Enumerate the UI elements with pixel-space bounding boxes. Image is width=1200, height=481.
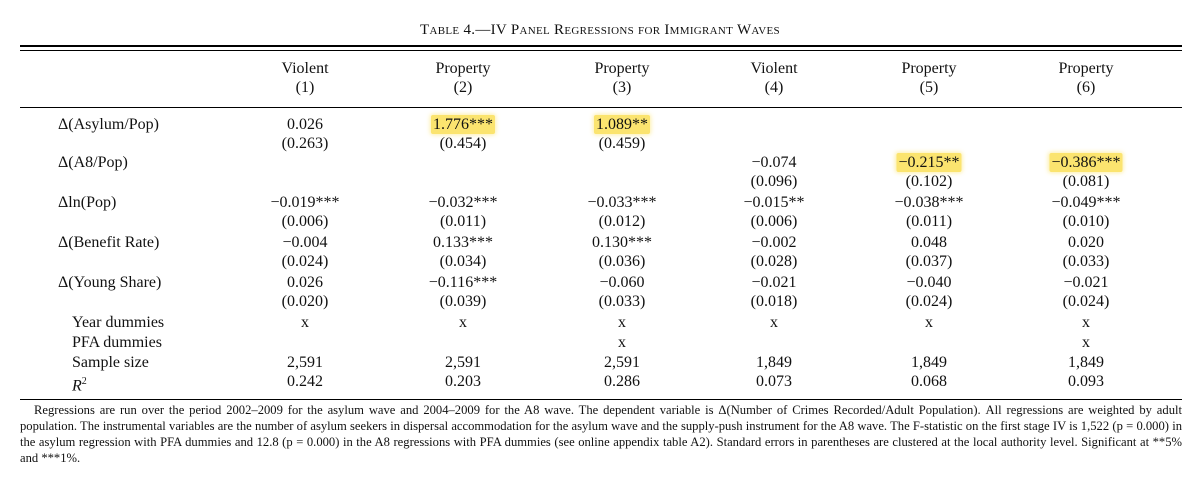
column-header-number: (5) xyxy=(919,79,939,96)
column-header-name: Property xyxy=(594,60,650,77)
header-rule xyxy=(20,107,1182,108)
top-rule-thin xyxy=(20,50,1182,51)
column-header-name: Property xyxy=(901,60,957,77)
column-header-name: Property xyxy=(435,60,491,77)
stat-label: Sample size xyxy=(72,354,149,371)
row-label: Δ(Asylum/Pop) xyxy=(58,116,159,133)
row-label: Δ(A8/Pop) xyxy=(58,154,128,171)
stat-label: Year dummies xyxy=(72,314,165,331)
row-label: Δ(Young Share) xyxy=(58,274,162,291)
column-header-name: Violent xyxy=(281,60,329,77)
row-label: Δln(Pop) xyxy=(58,194,117,211)
column-header-number: (3) xyxy=(612,79,632,96)
bottom-rule xyxy=(20,399,1182,400)
column-header-number: (4) xyxy=(764,79,784,96)
table-notes: Regressions are run over the period 2002–2009 for the asylum wave and 2004–2009 for the A8 wave. The dependent variable is Δ(Number of Crimes Recorded/Adult Population). All regressions are weighted by adult population. The instrumental variables are the number of asylum seekers in dispersal accommodation for the asylum wave and the supply-push instrument for the A8 wave. The F-statistic on the first stage IV is 1,522 (p = 0.000) in the asylum regression with PFA dummies and 12.8 (p = 0.000) in the A8 regressions with PFA dummies (see online appendix table A2). Standard errors in parentheses are clustered at the local authority level. Significant at **5% and ***1%. xyxy=(20,403,1182,465)
stat-label: PFA dummies xyxy=(72,334,162,351)
column-header-number: (1) xyxy=(295,79,315,96)
column-header-name: Violent xyxy=(750,60,798,77)
row-label: Δ(Benefit Rate) xyxy=(58,234,160,251)
column-header-number: (2) xyxy=(453,79,473,96)
table-title: Table 4.—IV Panel Regressions for Immigrant Waves xyxy=(420,22,780,38)
column-header-number: (6) xyxy=(1076,79,1096,96)
top-rule-thick xyxy=(20,45,1182,47)
column-header-name: Property xyxy=(1058,60,1114,77)
stat-label: $R^2$ xyxy=(72,376,87,395)
